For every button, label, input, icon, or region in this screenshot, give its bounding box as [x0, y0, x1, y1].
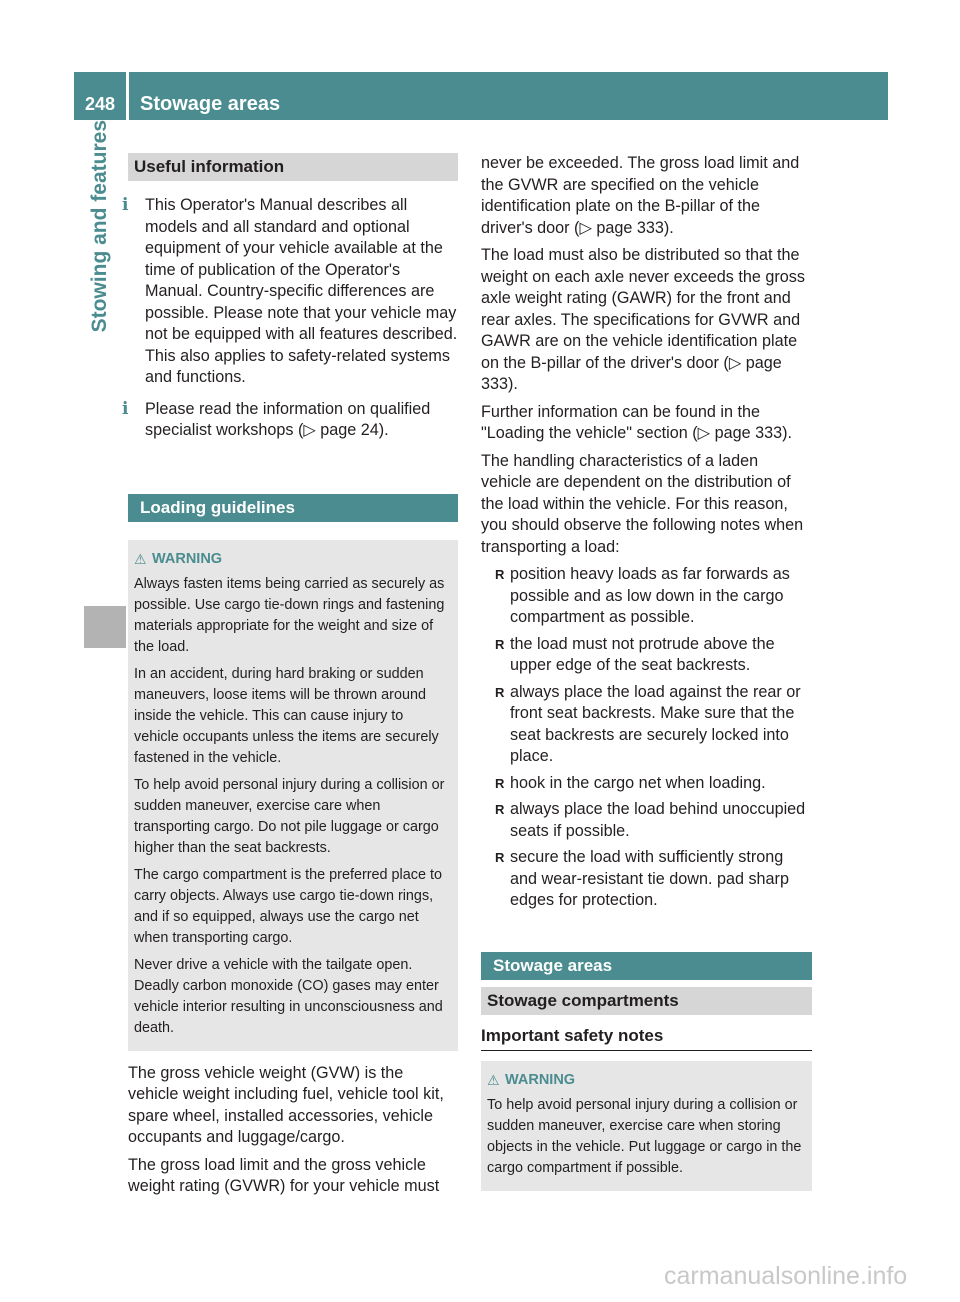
page-number: 248 — [84, 94, 116, 114]
body-paragraph: The handling characteristics of a laden vehicle are dependent on the distribution of the load within the vehicle. For this reason, you should observe the following notes when transporting a load: — [481, 451, 804, 556]
warning-paragraph: Never drive a vehicle with the tailgate open. Deadly carbon monoxide (CO) gases may enter vehicle interior resulting in unconsciousness and death. — [134, 956, 443, 1036]
list-item: R position heavy loads as far forwards as possible and as low down in the cargo compartment as possible. — [495, 564, 812, 629]
body-paragraph: never be exceeded. The gross load limit and the GVWR are specified on the vehicle identification plate on the B-pillar of the driver's door (▷ page 333). — [481, 154, 800, 237]
body-paragraph: Further information can be found in the "Loading the vehicle" section (▷ page 333). — [481, 402, 793, 442]
warning-box — [481, 1061, 812, 1191]
list-item: R the load must not protrude above the upper edge of the seat backrests. — [495, 634, 812, 677]
warning-paragraph: To help avoid personal injury during a collision or sudden maneuver, exercise care when transporting cargo. Do not pile luggage or cargo higher than the seat backrests. — [134, 776, 445, 856]
list-item: R always place the load against the rear or front seat backrests. Make sure that the seat backrests are securely locked into place. — [495, 682, 812, 768]
side-tab-marker — [84, 606, 126, 648]
stowage-areas-heading: Stowage areas — [481, 952, 812, 980]
warning-triangle-icon: ⚠ — [487, 1072, 500, 1088]
list-item: R always place the load behind unoccupied seats if possible. — [495, 799, 812, 842]
info-text: This Operator's Manual describes all models and all standard and optional equipment of your vehicle available at the time of publication of the Operator's Manual. Country-specific differences are possible. Please note that your vehicle may not be equipped with all features described. This also applies to safety-related systems and functions. — [145, 196, 458, 386]
stowage-compartments-heading: Stowage compartments — [481, 987, 812, 1015]
loading-guidelines-heading: Loading guidelines — [128, 494, 458, 522]
warning-paragraph: Always fasten items being carried as securely as possible. Use cargo tie-down rings and fastening materials appropriate for the weight and size of the load. — [134, 575, 445, 655]
load-notes-list — [481, 564, 812, 912]
right-column — [481, 153, 812, 1191]
body-paragraph: The load must also be distributed so that the weight on each axle never exceeds the gross axle weight rating (GAWR) for the front and rear axles. The specifications for GVWR and GAWR are on the vehicle identification plate on the B-pillar of the driver's door (▷ page 333). — [481, 246, 805, 393]
info-icon: i — [122, 398, 129, 419]
warning-title — [134, 549, 452, 570]
info-note — [122, 195, 458, 389]
side-tab — [80, 120, 120, 600]
header-divider — [126, 72, 129, 120]
body-paragraph: The gross vehicle weight (GVW) is the vehicle weight including fuel, vehicle tool kit, spare wheel, installed accessories, vehicle occupants and luggage/cargo. — [128, 1063, 444, 1146]
warning-triangle-icon: ⚠ — [134, 550, 147, 567]
useful-info-heading: Useful information — [128, 153, 458, 181]
warning-label: WARNING — [152, 550, 223, 567]
warning-paragraph: The cargo compartment is the preferred place to carry objects. Always use cargo tie-down rings, and if so equipped, always use the cargo net when transporting cargo. — [134, 866, 442, 946]
list-item: R hook in the cargo net when loading. — [495, 773, 812, 795]
warning-paragraph: In an accident, during hard braking or sudden maneuvers, loose items will be thrown around inside the vehicle. This can cause injury to vehicle occupants unless the items are securely fastened in the vehicle. — [134, 665, 439, 766]
warning-label: WARNING — [505, 1072, 576, 1088]
body-paragraph: The gross load limit and the gross vehicle weight rating (GVWR) for your vehicle must — [128, 1155, 440, 1195]
safety-notes-heading: Important safety notes — [481, 1015, 812, 1052]
list-item: R secure the load with sufficiently strong and wear-resistant tie down. pad sharp edges for protection. — [495, 847, 812, 912]
warning-title — [487, 1070, 806, 1091]
info-note — [122, 398, 458, 442]
page-title: Stowage areas — [140, 93, 281, 115]
info-icon: i — [122, 195, 129, 215]
left-column — [122, 153, 458, 1204]
info-text: Please read the information on qualified specialist workshops (▷ page 24). — [145, 399, 431, 439]
warning-box — [128, 540, 458, 1051]
watermark: carmanualsonline.info — [664, 1262, 908, 1290]
warning-paragraph: To help avoid personal injury during a collision or sudden maneuver, exercise care when storing objects in the vehicle. Put luggage or cargo in the cargo compartment if possible. — [487, 1097, 802, 1176]
side-tab-label: Stowing and features — [88, 120, 111, 333]
